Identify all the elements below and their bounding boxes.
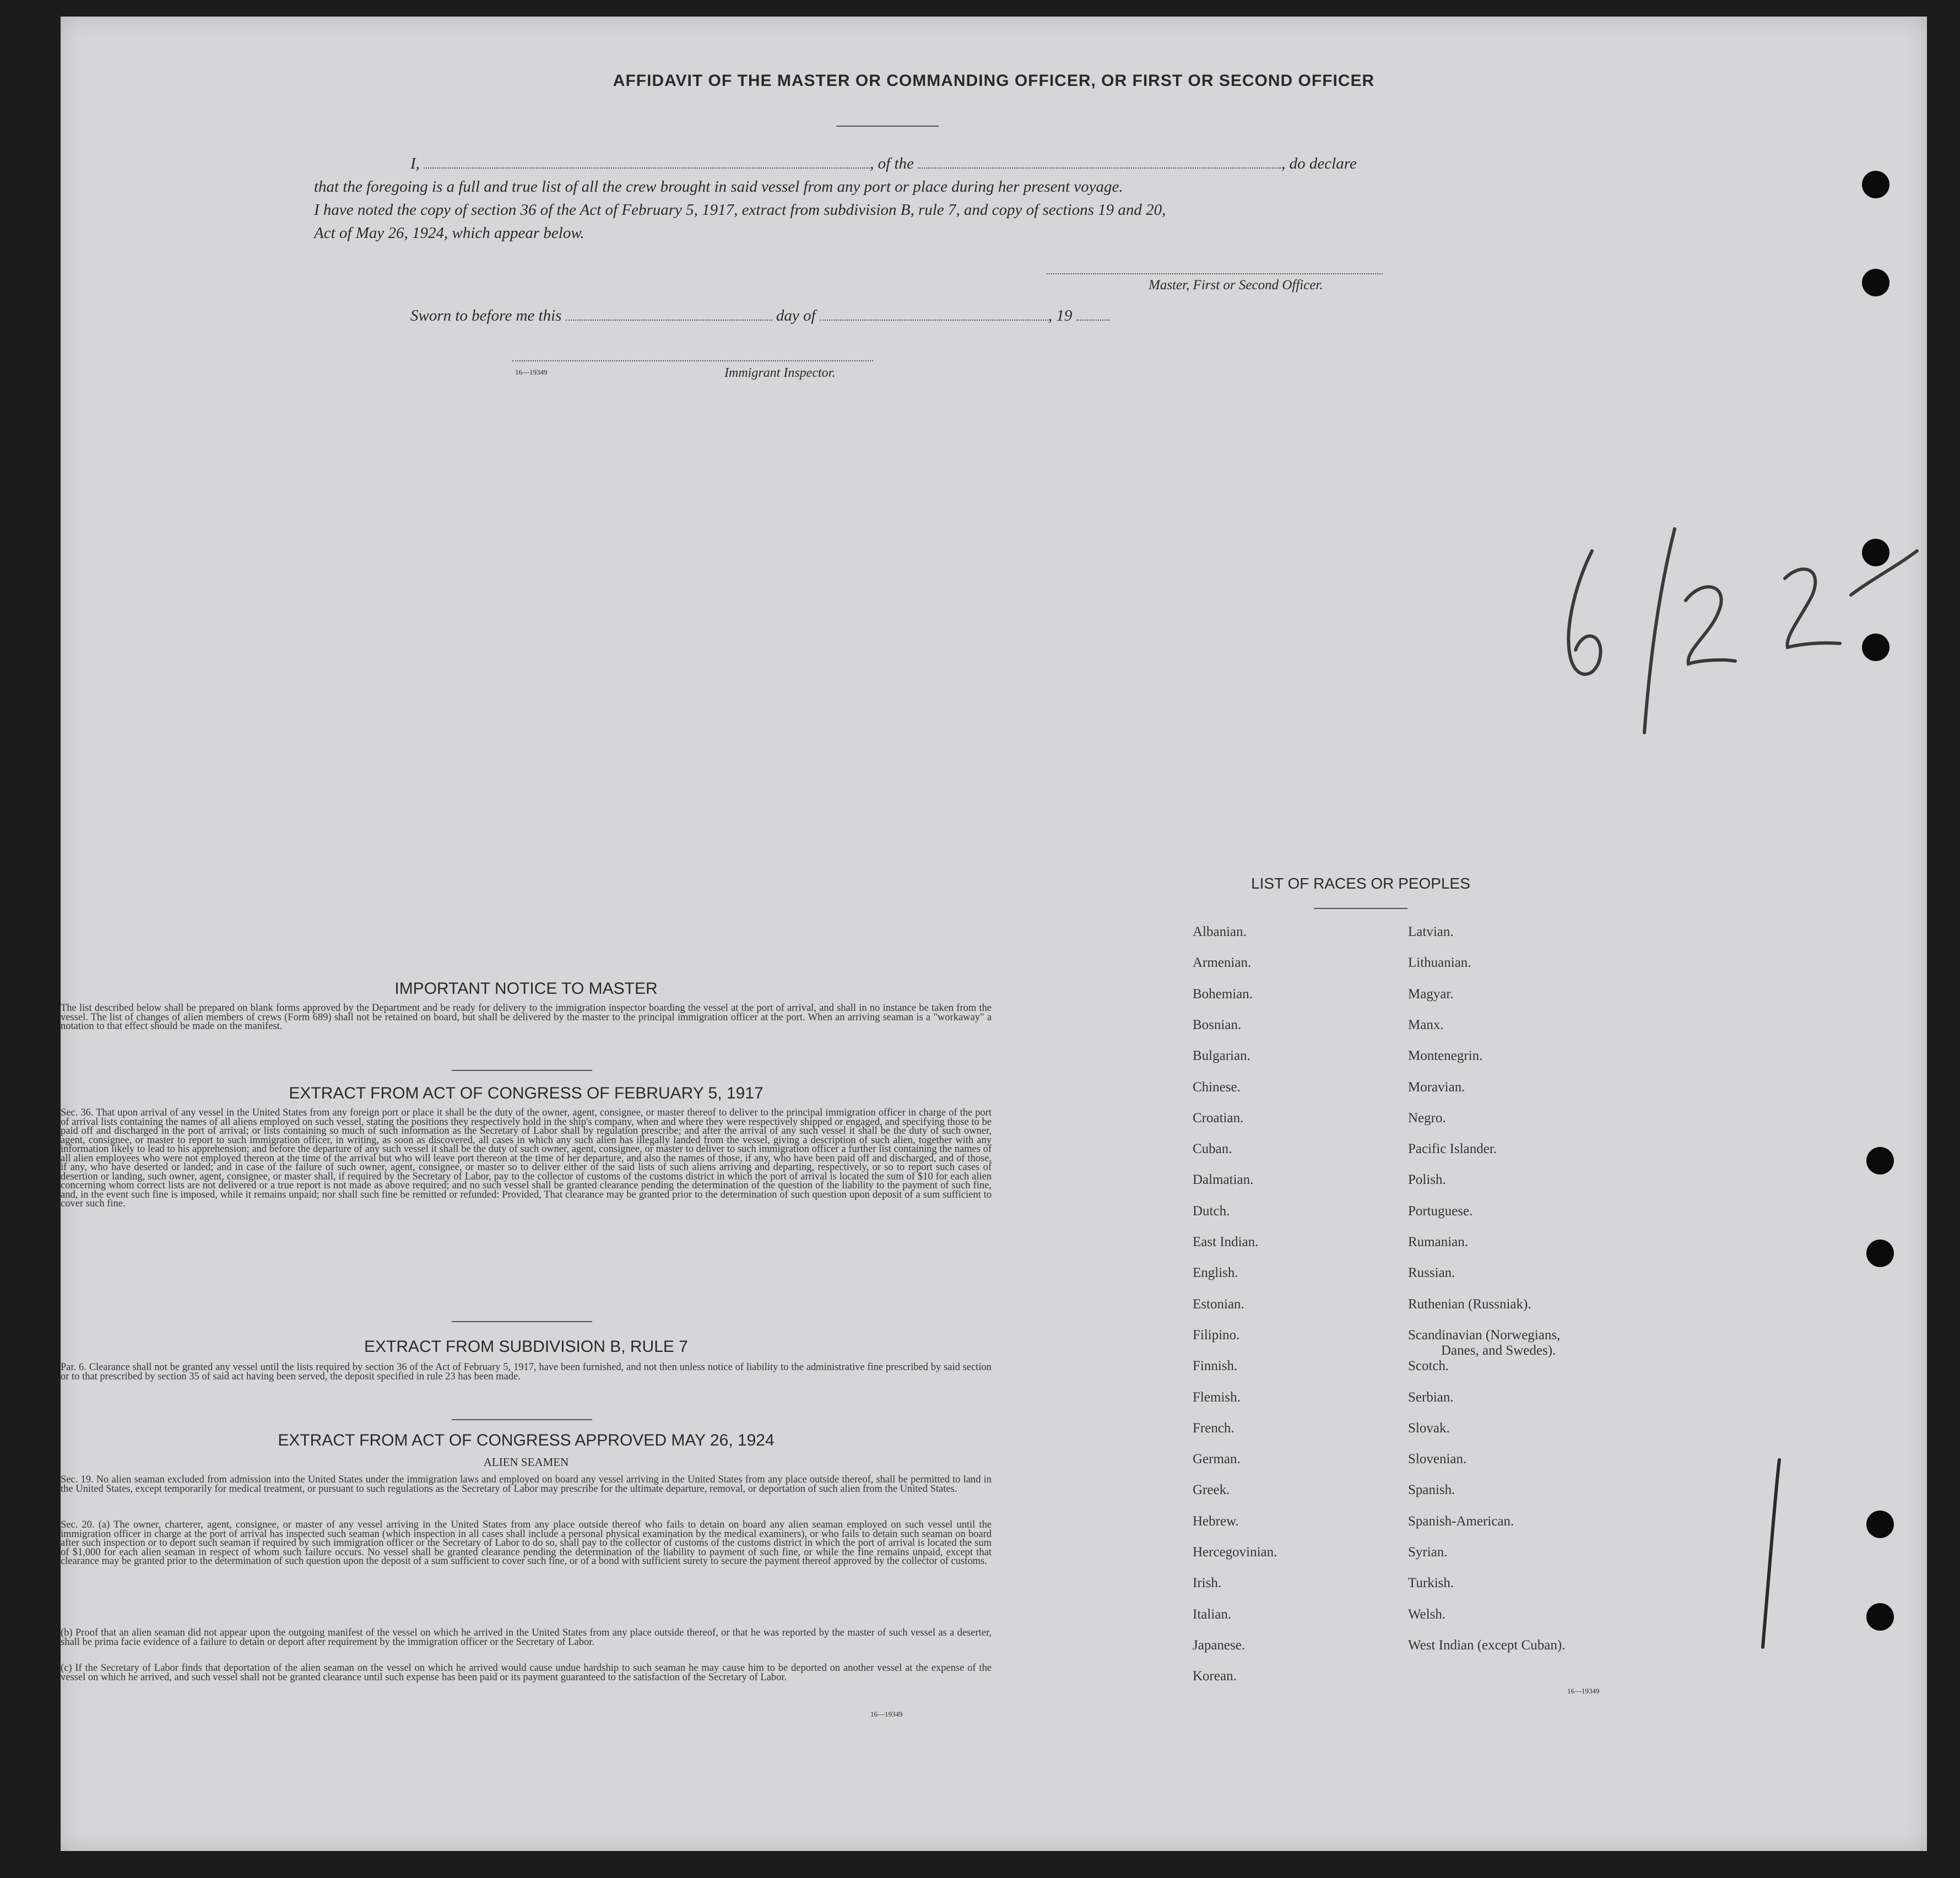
race-item: Japanese. bbox=[1193, 1637, 1246, 1653]
section-divider bbox=[452, 1321, 592, 1322]
declarant-prefix: I, bbox=[410, 155, 420, 172]
race-item: Polish. bbox=[1408, 1172, 1446, 1188]
race-item: Turkish. bbox=[1408, 1576, 1454, 1591]
race-item: Welsh. bbox=[1408, 1606, 1446, 1622]
race-item: Albanian. bbox=[1193, 924, 1247, 939]
day-of-label: day of bbox=[776, 307, 816, 324]
race-item: Syrian. bbox=[1408, 1545, 1448, 1560]
race-item: Slovenian. bbox=[1408, 1452, 1467, 1467]
race-item: Portuguese. bbox=[1408, 1203, 1473, 1219]
handwritten-count-mark bbox=[1746, 1449, 1796, 1658]
punch-hole bbox=[1866, 1603, 1894, 1631]
punch-hole bbox=[1862, 269, 1889, 296]
race-item: Korean. bbox=[1193, 1669, 1237, 1684]
form-number: 16—19349 bbox=[1567, 1687, 1600, 1695]
sec19-text: Sec. 19. No alien seaman excluded from admission into the United States under the immigration laws and employed on board any vessel arriving in the United States from any place outside thereof, shall be permitted to land in the United States, except temporarily for medical treatment, or pursuant to such regulations as the Secretary of Labor may prescribe for the ultimate departure, removal, or deportation of such alien from the United States. bbox=[61, 1474, 992, 1495]
alien-seamen-subtitle: ALIEN SEAMEN bbox=[483, 1455, 569, 1469]
extract-1917-text: Sec. 36. That upon arrival of any vessel in the United States from any foreign port or place it shall be the duty of the owner, agent, consignee, or master thereof to deliver to the principal immigration officer in charge of the port of arrival lists containing the names of all aliens employed on such vessel, stating the positions they respectively hold in the ship's company, when and where they were respectively shipped or engaged, and specifying those to be paid off and discharged in the port of arrival; or lists containing so much of such information as the Secretary of Labor shall by regulation prescribe; and after the arrival of any such vessel it shall be the duty of such owner, agent, consignee, or master to report to such immigration officer, in writing, as soon as discovered, all cases in which any such alien has illegally landed from the vessel, giving a description of such alien, together with any information likely to lead to his apprehension; and before the departure of any such vessel it shall be the duty of such owner, agent, consignee, or master to deliver to such immigration officer a further list containing the names of all alien employees who were not employed thereon at the time of the arrival but who will leave port thereon at the time of her departure, and also the names of those, if any, who have been paid off and discharged, and of those, if any, who have deserted or landed; and in case of the failure of such owner, agent, consignee, or master so to deliver either of the said lists of such aliens arriving and departing, respectively, or so to report such cases of desertion or landing, such owner, agent, consignee, or master shall, if required by the Secretary of Labor, pay to the collector of customs of the customs district in which the port of arrival is located the sum of $10 for each alien concerning whom correct lists are not delivered or a true report is not made as above required; and no such vessel shall be granted clearance pending the determination of the question of the liability to the payment of such fine, and, in the event such fine is imposed, while it remains unpaid; nor shall such fine be remitted or refunded: Provided, That clearance may be granted prior to the determination of such question upon deposit of a sum sufficient to cover such fine. bbox=[61, 1107, 992, 1209]
race-item: Bulgarian. bbox=[1193, 1048, 1250, 1064]
race-item: Manx. bbox=[1408, 1017, 1444, 1032]
race-item: Chinese. bbox=[1193, 1079, 1241, 1095]
race-item: Greek. bbox=[1193, 1482, 1230, 1498]
punch-hole bbox=[1862, 634, 1889, 661]
affidavit-line-3: I have noted the copy of section 36 of the Act of February 5, 1917, extract from subdivision B, rule 7, and copy of sections 19 and 20, bbox=[314, 201, 1166, 219]
extract-1917-title: EXTRACT FROM ACT OF CONGRESS OF FEBRUARY 5, 1917 bbox=[289, 1084, 764, 1102]
race-item: Spanish-American. bbox=[1408, 1513, 1514, 1529]
race-item: Danes, and Swedes). bbox=[1441, 1343, 1556, 1358]
extract-rule7-text: Par. 6. Clearance shall not be granted any vessel until the lists required by section 36 of the Act of February 5, 1917, have been furnished, and not then unless notice of liability to the administrative fine prescribed by said section or to that prescribed by section 35 of said act having been served, the deposit specified in rule 23 has been made. bbox=[61, 1362, 992, 1382]
race-item: Slovak. bbox=[1408, 1420, 1450, 1436]
race-item: Spanish. bbox=[1408, 1482, 1455, 1498]
race-item: Ruthenian (Russniak). bbox=[1408, 1296, 1531, 1312]
officer-signature-field[interactable] bbox=[1047, 271, 1383, 274]
extract-1924-title: EXTRACT FROM ACT OF CONGRESS APPROVED MAY 26, 1924 bbox=[278, 1431, 775, 1449]
races-divider bbox=[1314, 908, 1407, 909]
race-item: East Indian. bbox=[1193, 1235, 1259, 1249]
race-item: Pacific Islander. bbox=[1408, 1141, 1497, 1157]
race-item: Scotch. bbox=[1408, 1359, 1449, 1374]
year-prefix: , 19 bbox=[1048, 307, 1073, 324]
title-divider bbox=[836, 126, 939, 127]
sworn-day-field[interactable] bbox=[566, 317, 772, 321]
race-item: Moravian. bbox=[1408, 1079, 1465, 1095]
sec20a-text: Sec. 20. (a) The owner, charterer, agent, consignee, or master of any vessel arriving in the United States from any place outside thereof who fails to detain on board any alien seaman employed on such vessel until the immigration officer in charge at the port of arrival has inspected such seaman (which inspection in all cases shall include a personal physical examination by the medical examiners), or who fails to detain such seaman on board after such inspection or to deport such seaman if required by such immigration officer or the Secretary of Labor to do so, shall pay to the collector of customs of the customs district in which the port of arrival is located the sum of $1,000 for each alien seaman in respect of whom such failure occurs. No vessel shall be granted clearance pending the determination of the liability to payment of such fine, or while the fine remains unpaid, except that clearance may be granted prior to the determination of such question upon the deposit of a sum sufficient to cover such fine, or of a bond with sufficient surety to secure the payment thereof approved by the collector of customs. bbox=[61, 1519, 992, 1567]
race-item: Irish. bbox=[1193, 1576, 1222, 1591]
sec20b-text: (b) Proof that an alien seaman did not appear upon the outgoing manifest of the vessel on which he arrived in the United States from any place outside thereof, or that he was reported by the master of such vessel as a deserter, shall be prima facie evidence of a failure to detain or deport after requirement by the immigration officer or the Secretary of Labor. bbox=[61, 1627, 992, 1648]
race-item: Hercegovinian. bbox=[1193, 1545, 1277, 1560]
race-item: Montenegrin. bbox=[1408, 1048, 1483, 1064]
document-page bbox=[61, 17, 1927, 1851]
declarant-name-field[interactable] bbox=[424, 165, 870, 169]
race-item: French. bbox=[1193, 1420, 1235, 1436]
punch-hole bbox=[1866, 1147, 1894, 1175]
race-item: Armenian. bbox=[1193, 955, 1252, 971]
notice-title: IMPORTANT NOTICE TO MASTER bbox=[394, 979, 658, 998]
race-item: Italian. bbox=[1193, 1606, 1232, 1622]
form-number: 16—19349 bbox=[515, 368, 548, 376]
race-item: Negro. bbox=[1408, 1110, 1446, 1125]
race-item: Magyar. bbox=[1408, 986, 1454, 1002]
race-item: Filipino. bbox=[1193, 1327, 1240, 1343]
affidavit-line-2: that the foregoing is a full and true list of all the crew brought in said vessel from any port or place during her present voyage. bbox=[314, 178, 1123, 196]
race-item: Lithuanian. bbox=[1408, 955, 1471, 971]
inspector-signature-field[interactable] bbox=[512, 358, 873, 361]
race-item: Latvian. bbox=[1408, 924, 1454, 939]
races-title: LIST OF RACES OR PEOPLES bbox=[1251, 875, 1470, 892]
race-item: Scandinavian (Norwegians, bbox=[1408, 1327, 1561, 1343]
punch-hole bbox=[1862, 171, 1889, 198]
race-item: Cuban. bbox=[1193, 1141, 1232, 1157]
punch-hole bbox=[1862, 539, 1889, 566]
vessel-prefix: , of the bbox=[870, 155, 914, 172]
race-item: Flemish. bbox=[1193, 1389, 1241, 1405]
race-item: Finnish. bbox=[1193, 1359, 1238, 1374]
signature-label: Master, First or Second Officer. bbox=[1149, 278, 1323, 293]
affidavit-title: AFFIDAVIT OF THE MASTER OR COMMANDING OFFICER, OR FIRST OR SECOND OFFICER bbox=[613, 72, 1375, 90]
sec20c-text: (c) If the Secretary of Labor finds that deportation of the alien seaman on the vessel on which he arrived would cause undue hardship to such seaman he may cause him to be deported on another vessel at the expense of the vessel on which he arrived, and such vessel shall not be granted clearance until such expense has been paid or its payment guaranteed to the satisfaction of the Secretary of Labor. bbox=[61, 1663, 992, 1683]
race-item: Dalmatian. bbox=[1193, 1172, 1254, 1188]
race-item: German. bbox=[1193, 1452, 1241, 1467]
section-divider bbox=[452, 1070, 592, 1071]
race-item: Russian. bbox=[1408, 1265, 1455, 1281]
affidavit-line-1 bbox=[314, 152, 1410, 175]
race-item: Estonian. bbox=[1193, 1296, 1244, 1312]
section-divider bbox=[452, 1419, 592, 1420]
race-item: Croatian. bbox=[1193, 1110, 1244, 1125]
race-item: English. bbox=[1193, 1265, 1238, 1281]
race-item: Bohemian. bbox=[1193, 986, 1253, 1002]
affidavit-line-4: Act of May 26, 1924, which appear below. bbox=[314, 224, 584, 242]
extract-rule7-title: EXTRACT FROM SUBDIVISION B, RULE 7 bbox=[364, 1338, 688, 1356]
sworn-prefix: Sworn to before me this bbox=[410, 307, 562, 324]
punch-hole bbox=[1866, 1511, 1894, 1538]
race-item: Rumanian. bbox=[1408, 1235, 1469, 1249]
declare-suffix: , do declare bbox=[1281, 155, 1357, 172]
form-number: 16—19349 bbox=[870, 1710, 903, 1718]
race-item: Dutch. bbox=[1193, 1203, 1230, 1219]
race-item: Bosnian. bbox=[1193, 1017, 1242, 1032]
sworn-year-field[interactable] bbox=[1076, 317, 1109, 321]
sworn-line bbox=[410, 304, 1182, 327]
inspector-label: Immigrant Inspector. bbox=[724, 366, 836, 380]
sworn-month-field[interactable] bbox=[820, 317, 1048, 321]
race-item: Hebrew. bbox=[1193, 1513, 1239, 1529]
vessel-name-field[interactable] bbox=[918, 165, 1281, 169]
race-item: West Indian (except Cuban). bbox=[1408, 1637, 1566, 1653]
race-item: Serbian. bbox=[1408, 1389, 1454, 1405]
notice-text: The list described below shall be prepared on blank forms approved by the Department and be ready for delivery to the immigration inspector boarding the vessel at the port of arrival, and shall in no instance be taken from the vessel. The list of changes of alien members of crews (Form 689) shall not be retained on board, but shall be delivered by the master to the principal immigration officer at the port. When an arriving seaman is a "workaway" a notation to that effect should be made on the manifest. bbox=[61, 1003, 992, 1032]
punch-hole bbox=[1866, 1240, 1894, 1267]
